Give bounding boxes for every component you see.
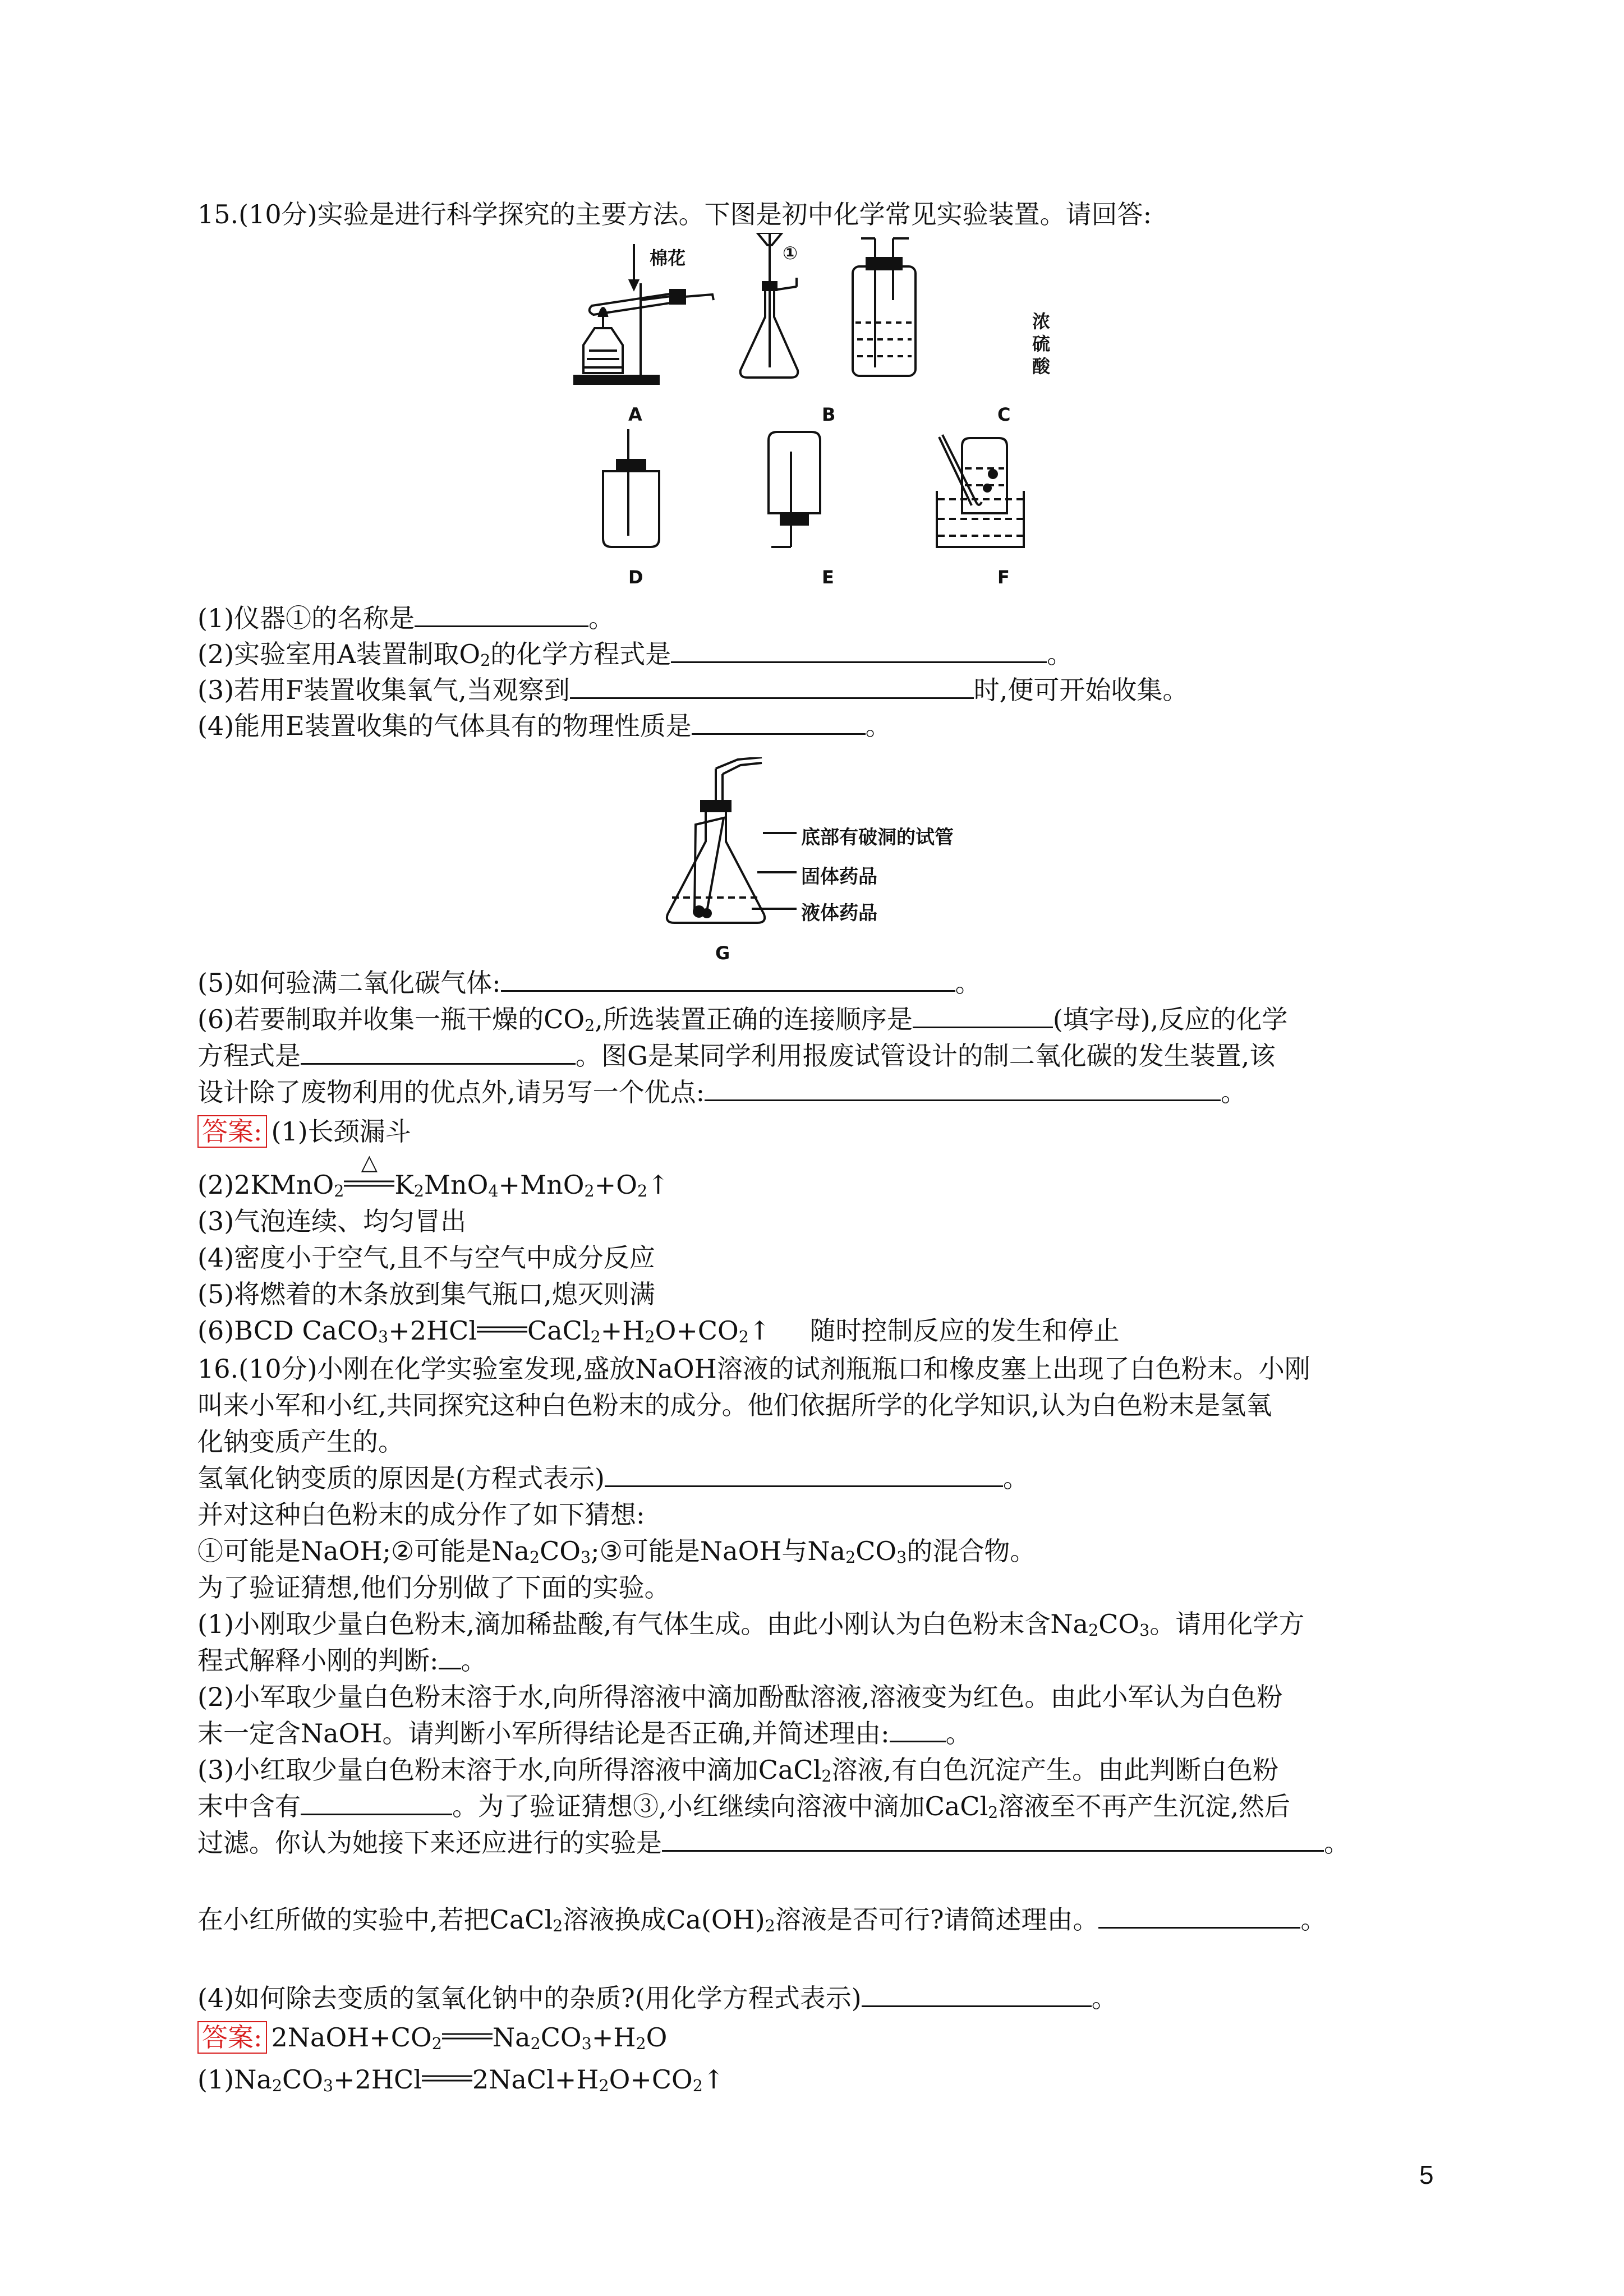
answer-blank[interactable] — [692, 708, 866, 735]
label-acid: 酸 — [1032, 356, 1051, 377]
q16-line-14: 过滤。你认为她接下来还应进行的实验是 。 — [197, 1825, 1350, 1861]
answer-label: 答案: — [197, 1115, 267, 1148]
label-circle-1: ① — [783, 242, 798, 264]
g-callout-liquid: 液体药品 — [801, 902, 877, 924]
g-callout-tube: 底部有破洞的试管 — [801, 826, 954, 849]
q15-part-2: (2)实验室用A装置制取$O_2$的化学方程式是 。 — [197, 636, 1073, 679]
answer-blank[interactable] — [439, 1643, 461, 1669]
q16-line-7: 为了验证猜想,他们分别做了下面的实验。 — [197, 1572, 670, 1603]
label-g: G — [715, 942, 730, 964]
q15-answer-2: (2)2KMnO$_2$ △ $K_2MnO_4+MnO_2+O_2↑$ — [197, 1167, 669, 1209]
heat-equals-sign: △ — [361, 1150, 378, 1175]
q15-part-1: (1)仪器①的名称是 。 — [197, 600, 614, 636]
apparatus-g-icon — [662, 757, 797, 948]
q15-part-6-line3: 设计除了废物利用的优点外,请另写一个优点: 。 — [197, 1074, 1246, 1110]
answer-blank[interactable] — [662, 1825, 1324, 1852]
q15-answer-6: (6)BCD CaCO$_3$+2HCl $CaCl_2+H_2O+CO_2↑$ 随时控制反应的发生和停止 — [197, 1313, 1119, 1355]
answer-blank[interactable] — [1098, 1902, 1300, 1929]
g-callout-solid: 固体药品 — [801, 866, 877, 888]
q15-part-3: (3)若用F装置收集氧气,当观察到 时,便可开始收集。 — [197, 672, 1188, 708]
equals-sign — [477, 1313, 527, 1349]
q15-part-6-line2: 方程式是 。图G是某同学利用报废试管设计的制二氧化碳的发生装置,该 — [197, 1038, 1275, 1074]
q15-answer-3: (3)气泡连续、均匀冒出 — [197, 1206, 467, 1236]
answer-blank[interactable] — [570, 673, 974, 699]
q15-answer-1: 答案: (1)长颈漏斗 — [197, 1114, 411, 1149]
apparatus-d-icon — [603, 429, 659, 547]
q15-part-6-line1: (6)若要制取并收集一瓶干燥的$CO_2$,所选装置正确的连接顺序是 (填字母),反应的化学 — [197, 1001, 1287, 1044]
label-a: A — [628, 404, 642, 425]
q15-part-5: (5)如何验满二氧化碳气体: 。 — [197, 965, 981, 1001]
q16-line-15: 在小红所做的实验中,若把CaCl$_2$溶液换成$Ca(OH)_2$溶液是否可行?请简述理由。 。 — [197, 1902, 1326, 1944]
label-b: B — [822, 404, 836, 425]
answer-blank[interactable] — [913, 1002, 1053, 1028]
answer-blank[interactable] — [301, 1038, 576, 1065]
q15-part-4: (4)能用E装置收集的气体具有的物理性质是 。 — [197, 708, 891, 744]
label-sulf: 硫 — [1032, 333, 1051, 355]
q16-line-1: 16.(10分)小刚在化学实验室发现,盛放NaOH溶液的试剂瓶瓶口和橡皮塞上出现了白色粉末。小刚 — [197, 1354, 1310, 1384]
answer-blank[interactable] — [501, 965, 955, 992]
q16-line-9: 程式解释小刚的判断: 。 — [197, 1642, 487, 1678]
label-d: D — [628, 567, 643, 588]
answer-blank[interactable] — [890, 1716, 946, 1742]
equals-sign — [422, 2062, 472, 2097]
label-cotton: 棉花 — [650, 247, 686, 269]
answer-blank[interactable] — [862, 1981, 1092, 2007]
q16-line-2: 叫来小军和小红,共同探究这种白色粉末的成分。他们依据所学的化学知识,认为白色粉末是氢氧 — [197, 1390, 1272, 1420]
label-c: C — [997, 404, 1011, 425]
apparatus-f-icon — [937, 435, 1024, 547]
page-number: 5 — [1419, 2160, 1434, 2189]
q16-answer-1: $(1)Na_2CO_3+2HCl$ $2NaCl+H_2O+CO_2↑$ — [197, 2062, 724, 2104]
q16-line-6: ①可能是NaOH;②可能是$Na_2CO_3;③$可能是NaOH与$Na_2CO_3$的混合物。 — [197, 1536, 1036, 1567]
q15-answer-4: (4)密度小于空气,且不与空气中成分反应 — [197, 1243, 655, 1273]
answer-blank[interactable] — [605, 1461, 1003, 1487]
answer-blank[interactable] — [671, 637, 1047, 663]
q16-line-16: (4)如何除去变质的氢氧化钠中的杂质?(用化学方程式表示) 。 — [197, 1980, 1117, 2016]
q16-answer-main: 答案: $2NaOH+CO_2$ $Na_2CO_3+H_2O$ — [197, 2019, 667, 2062]
answer-label: 答案: — [197, 2021, 267, 2054]
q15-stem: 15.(10分)实验是进行科学探究的主要方法。下图是初中化学常见实验装置。请回答: — [197, 199, 1152, 229]
q15-answer-5: (5)将燃着的木条放到集气瓶口,熄灭则满 — [197, 1279, 655, 1309]
answer-blank[interactable] — [415, 601, 588, 627]
q16-line-13: 末中含有 。为了验证猜想③,小红继续向溶液中滴加CaCl$_2$溶液至不再产生沉淀,然后 — [197, 1788, 1290, 1831]
q16-line-11: 末一定含NaOH。请判断小军所得结论是否正确,并简述理由: 。 — [197, 1715, 972, 1751]
q16-line-12: (3)小红取少量白色粉末溶于水,向所得溶液中滴加CaCl$_2$溶液,有白色沉淀产生。由此判断白色粉 — [197, 1755, 1279, 1786]
equals-sign — [442, 2019, 493, 2055]
q16-line-8: (1)小刚取少量白色粉末,滴加稀盐酸,有气体生成。由此小刚认为白色粉末含$Na_2CO_3$。请用化学方 — [197, 1609, 1305, 1640]
apparatus-a-icon — [574, 244, 714, 384]
label-conc: 浓 — [1032, 311, 1051, 332]
label-f: F — [997, 567, 1010, 588]
q16-line-4: 氢氧化钠变质的原因是(方程式表示) 。 — [197, 1460, 1029, 1496]
apparatus-e-icon — [769, 432, 820, 547]
q16-line-5: 并对这种白色粉末的成分作了如下猜想: — [197, 1499, 645, 1530]
answer-blank[interactable] — [705, 1075, 1221, 1101]
q16-line-10: (2)小军取少量白色粉末溶于水,向所得溶液中滴加酚酞溶液,溶液变为红色。由此小军认为白色粉 — [197, 1682, 1283, 1712]
q16-line-3: 化钠变质产生的。 — [197, 1427, 404, 1457]
answer-blank[interactable] — [301, 1789, 452, 1815]
label-e: E — [822, 567, 834, 588]
apparatus-c-icon — [853, 238, 915, 376]
